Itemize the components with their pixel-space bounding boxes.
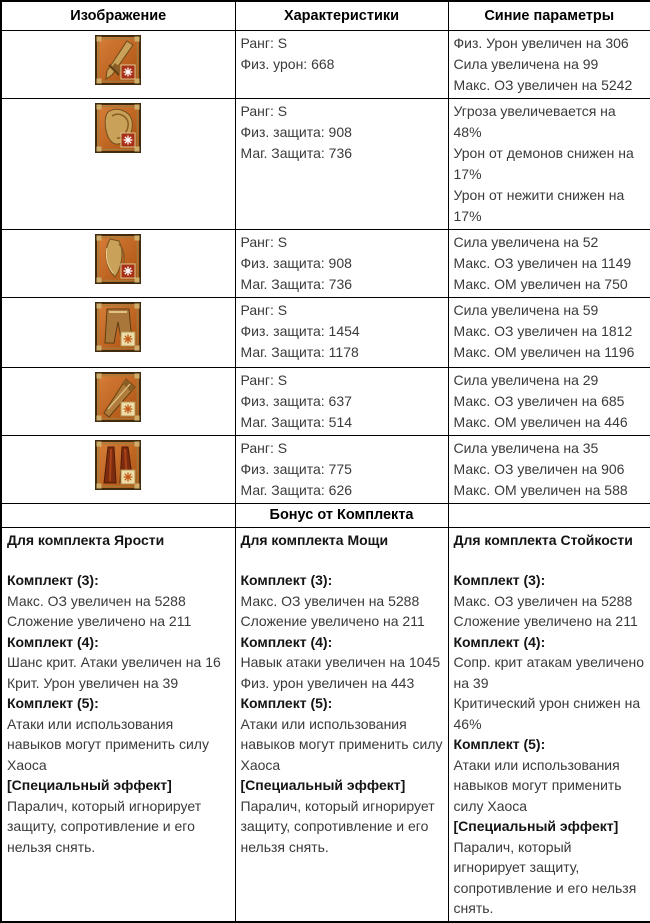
bonus-block-label: Комплект (4): [240,633,333,650]
char-line: Ранг: S [240,233,288,250]
char-line: Ранг: S [240,439,288,456]
bonus-line: Физ. урон увеличен на 443 [240,674,415,691]
bonus-block-label: Комплект (5): [453,736,546,752]
blue-param-line: Макс. ОЗ увеличен на 5242 [453,76,633,93]
bonus-line: Макс. ОЗ увеличен на 5288 [7,592,186,609]
char-line: Маг. Защита: 626 [240,481,353,498]
blue-param-line: Сила увеличена на 35 [453,439,599,456]
bonus-line: Навык атаки увеличен на 1045 [240,654,441,670]
blue-param-line: Макс. ОМ увеличен на 446 [453,413,628,430]
char-line: Физ. защита: 908 [240,123,352,140]
item-chars-cell [235,367,448,435]
bonus-header-empty-cell [448,503,650,527]
bonus-set-title: Для комплекта Мощи [240,531,389,548]
bonus-block-label: [Специальный эффект] [7,777,172,793]
bonus-cell-resilience [448,527,650,922]
blue-param-line: Макс. ОМ увеличен на 750 [453,275,628,292]
leg-armor-icon [95,302,141,352]
item-icon-cell [1,30,235,98]
char-line: Ранг: S [240,34,288,51]
table-row [1,98,650,229]
item-icon-cell [1,367,235,435]
item-blue-params-cell [448,297,650,367]
bonus-header-row [1,503,650,527]
item-blue-params-cell [448,435,650,503]
table-row [1,297,650,367]
bonus-line: Паралич, который игнорирует защиту, сопротивление и его нельзя снять. [7,797,202,855]
bonus-cell-might [235,527,448,922]
char-line: Маг. Защита: 736 [240,144,353,161]
bonus-block-label: Комплект (3): [453,572,546,588]
item-chars-cell [235,435,448,503]
bonus-line: Сложение увеличено на 211 [240,613,425,629]
char-line: Физ. защита: 1454 [240,322,360,339]
item-blue-params-cell [448,98,650,229]
char-line: Ранг: S [240,102,288,119]
blue-param-line: Макс. ОЗ увеличен на 906 [453,460,625,477]
char-line: Физ. урон: 668 [240,55,335,72]
item-icon-cell [1,98,235,229]
blue-param-line: Макс. ОМ увеличен на 1196 [453,343,635,360]
item-chars-cell [235,297,448,367]
bonus-header-empty-cell [1,503,235,527]
bonus-body-row [1,527,650,922]
column-header-image: Изображение [1,1,235,30]
blue-param-line: Угроза увеличевается на 48% [453,102,616,140]
weapon-icon [95,35,141,85]
item-chars-cell [235,98,448,229]
blue-param-line: Макс. ОЗ увеличен на 1812 [453,322,633,339]
bonus-line: Крит. Урон увеличен на 39 [7,674,179,691]
bonus-line: Атаки или использования навыков могут применить силу Хаоса [7,715,209,773]
bonus-block-label: Комплект (5): [240,695,333,711]
blue-param-line: Сила увеличена на 52 [453,233,599,250]
table-row [1,367,650,435]
blue-param-line: Макс. ОЗ увеличен на 1149 [453,254,632,271]
bonus-cell-fury [1,527,235,922]
bonus-line: Атаки или использования навыков могут применить силу Хаоса [240,715,443,773]
item-icon-cell [1,435,235,503]
bonus-line: Атаки или использования навыков могут применить силу Хаоса [453,756,622,814]
char-line: Физ. защита: 637 [240,392,352,409]
blue-param-line: Макс. ОЗ увеличен на 685 [453,392,625,409]
blue-param-line: Сила увеличена на 99 [453,55,599,72]
bonus-block-label: [Специальный эффект] [453,818,619,834]
bonus-block-label: Комплект (5): [7,695,99,711]
bonus-block-label: Комплект (4): [453,633,546,650]
item-blue-params-cell [448,30,650,98]
bracer-icon [95,372,141,422]
item-chars-cell [235,30,448,98]
item-icon-cell [1,229,235,297]
char-line: Ранг: S [240,301,288,318]
char-line: Маг. Защита: 514 [240,413,353,430]
blue-param-line: Макс. ОМ увеличен на 588 [453,481,628,498]
item-icon-cell [1,297,235,367]
column-header-characteristics: Характеристики [235,1,448,30]
char-line: Физ. защита: 908 [240,254,352,271]
bonus-line: Макс. ОЗ увеличен на 5288 [240,592,420,609]
char-line: Маг. Защита: 736 [240,275,353,292]
bonus-set-title: Для комплекта Ярости [7,531,165,548]
header-row [1,1,650,30]
blue-param-line: Сила увеличена на 59 [453,301,599,318]
shoulder-armor-icon [95,234,141,284]
bonus-block-label: Комплект (3): [7,572,99,588]
table-row [1,229,650,297]
item-blue-params-cell [448,229,650,297]
bonus-line: Критический урон снижен на 46% [453,695,641,732]
column-header-blue-params: Синие параметры [448,1,650,30]
blue-param-line: Урон от демонов снижен на 17% [453,144,634,182]
bonus-line: Шанс крит. Атаки увеличен на 16 [7,654,221,670]
blue-param-line: Сила увеличена на 29 [453,371,599,388]
bonus-line: Паралич, который игнорирует защиту, сопротивление и его нельзя снять. [240,797,435,855]
bonus-line: Паралич, который игнорирует защиту, сопротивление и его нельзя снять. [453,838,637,916]
bonus-line: Сложение увеличено на 211 [453,613,638,629]
bonus-block-label: Комплект (4): [7,633,99,650]
char-line: Физ. защита: 775 [240,460,352,477]
item-chars-cell [235,229,448,297]
char-line: Ранг: S [240,371,288,388]
table-row [1,435,650,503]
bonus-line: Сложение увеличено на 211 [7,613,192,629]
chest-armor-icon [95,103,141,153]
char-line: Маг. Защита: 1178 [240,343,359,360]
bonus-set-title: Для комплекта Стойкости [453,531,633,548]
table-row [1,30,650,98]
item-blue-params-cell [448,367,650,435]
bonus-line: Сопр. крит атакам увеличено на 39 [453,654,645,691]
bonus-block-label: Комплект (3): [240,572,333,588]
bonus-line: Макс. ОЗ увеличен на 5288 [453,592,633,609]
bonus-header: Бонус от Комплекта [235,503,448,527]
boots-icon [95,440,141,490]
bonus-block-label: [Специальный эффект] [240,777,406,793]
blue-param-line: Урон от нежити снижен на 17% [453,186,625,224]
blue-param-line: Физ. Урон увеличен на 306 [453,34,629,51]
